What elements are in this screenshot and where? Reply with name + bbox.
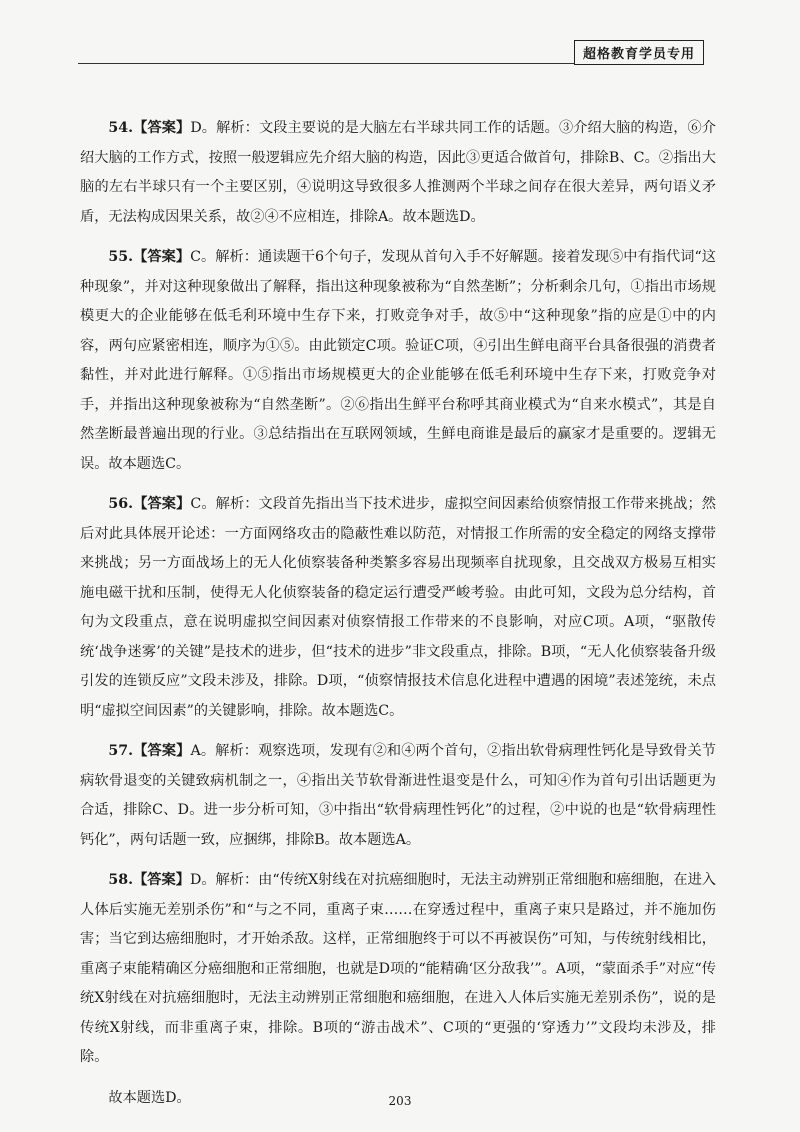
answer-number: 58.	[108, 872, 134, 888]
answer-text: A。解析：观察选项，发现有②和④两个首句，②指出软骨病理性钙化是导致骨关节病软骨退变的关键致病机制之一，④指出关节软骨渐进性退变是什么，可知④作为首句引出话题更为合适，排除C、D。进一步分析可知，③中指出“软骨病理性钙化”的过程，②中说的也是“软骨病理性钙化”，两句话题一致，应捆绑，排除B。故本题选A。	[80, 743, 716, 848]
answer-58	[80, 866, 716, 1073]
answer-number: 54.	[108, 120, 134, 136]
answer-54	[80, 114, 716, 232]
answer-text: C。解析：通读题干6个句子，发现从首句入手不好解题。接着发现⑤中有指代词“这种现象”，并对这种现象做出了解释，指出这种现象被称为“自然垄断”；分析剩余几句，①指出市场规模更大的企业能够在低毛利环境中生存下来，打败竞争对手，故⑤中“这种现象”指的应是①中的内容，两句应紧密相连，顺序为①⑤。由此锁定C项。验证C项，④引出生鲜电商平台具备很强的消费者黏性，并对此进行解释。①⑤指出市场规模更大的企业能够在低毛利环境中生存下来，打败竞争对手，并指出这种现象被称为“自然垄断”。②⑥指出生鲜平台称呼其商业模式为“自来水模式”，其是自然垄断最普遍出现的行业。③总结指出在互联网领域，生鲜电商谁是最后的赢家才是重要的。逻辑无误。故本题选C。	[80, 249, 716, 472]
header-badge: 超格教育学员专用	[574, 40, 704, 65]
page-number: 203	[388, 1094, 412, 1108]
answer-text: D。解析：由“传统X射线在对抗癌细胞时，无法主动辨别正常细胞和癌细胞，在进入人体后实施无差别杀伤”和“与之不同，重离子束……在穿透过程中，重离子束只是路过，并不施加伤害；当它到达癌细胞时，才开始杀敌。这样，正常细胞终于可以不再被误伤”可知，与传统射线相比，重离子束能精确区分癌细胞和正常细胞，也就是D项的“能精确‘区分敌我’”。A项，“蒙面杀手”对应“传统X射线在对抗癌细胞时，无法主动辨别正常细胞和癌细胞，在进入人体后实施无差别杀伤”，说的是传统X射线，而非重离子束，排除。B项的“游击战术”、C项的“更强的‘穿透力’”文段均未涉及，排除。	[80, 872, 716, 1065]
answer-content	[80, 114, 716, 1124]
answer-57	[80, 737, 716, 855]
closing-line: 故本题选D。	[108, 1089, 191, 1106]
answer-56	[80, 490, 716, 726]
answer-55	[80, 243, 716, 479]
answer-text: C。解析：文段首先指出当下技术进步，虚拟空间因素给侦察情报工作带来挑战；然后对此具体展开论述：一方面网络攻击的隐蔽性难以防范，对情报工作所需的安全稳定的网络支撑带来挑战；另一方面战场上的无人化侦察装备种类繁多容易出现频率自扰现象，且交战双方极易互相实施电磁干扰和压制，使得无人化侦察装备的稳定运行遭受严峻考验。由此可知，文段为总分结构，首句为文段重点，意在说明虚拟空间因素对侦察情报工作带来的不良影响，对应C项。A项，“驱散传统‘战争迷雾’的关键”是技术的进步，但“技术的进步”非文段重点，排除。B项，“无人化侦察装备升级引发的连锁反应”文段未涉及，排除。D项，“侦察情报技术信息化进程中遭遇的困境”表述笼统，未点明“虚拟空间因素”的关键影响，排除。故本题选C。	[80, 496, 716, 719]
answer-tag: 【答案】	[133, 249, 191, 265]
answer-tag: 【答案】	[133, 120, 191, 136]
answer-tag: 【答案】	[133, 872, 190, 888]
answer-tag: 【答案】	[133, 743, 191, 759]
answer-number: 55.	[108, 249, 134, 265]
answer-text: D。解析：文段主要说的是大脑左右半球共同工作的话题。③介绍大脑的构造，⑥介绍大脑的工作方式，按照一般逻辑应先介绍大脑的构造，因此③更适合做首句，排除B、C。②指出大脑的左右半球只有一个主要区别，④说明这导致很多人推测两个半球之间存在很大差异，两句语义矛盾，无法构成因果关系，故②④不应相连，排除A。故本题选D。	[80, 120, 716, 225]
answer-number: 56.	[108, 496, 134, 512]
answer-number: 57.	[108, 743, 134, 759]
answer-tag: 【答案】	[133, 496, 191, 512]
